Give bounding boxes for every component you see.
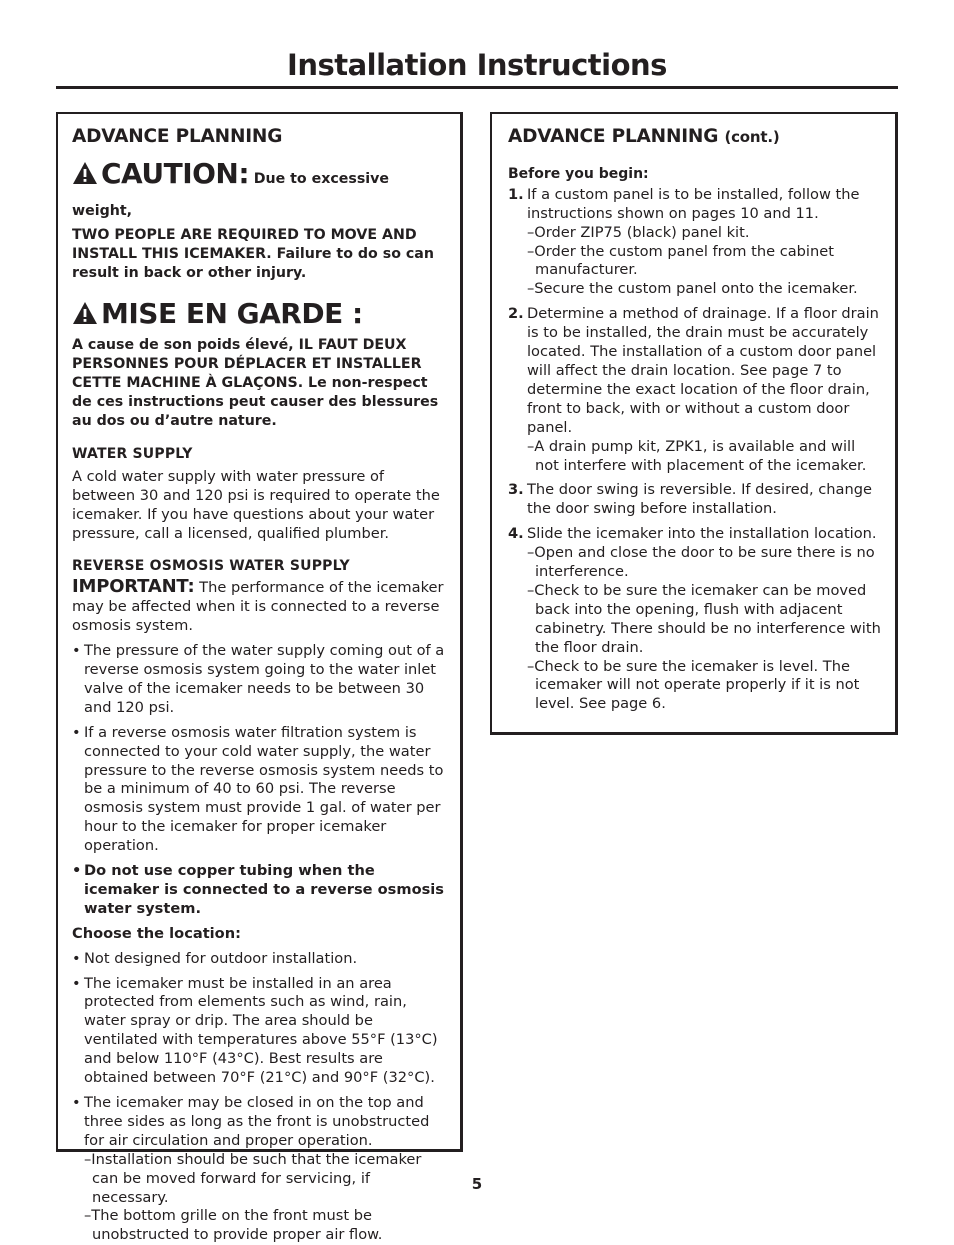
step-item [508, 186, 883, 299]
page-number: 5 [471, 1175, 483, 1193]
step-subnote: –Check to be sure the icemaker can be moved back into the opening, flush with adjacent cabinetry. There should be no interference with the floor drain. [527, 581, 881, 656]
step-subnote: –A drain pump kit, ZPK1, is available and will not interfere with placement of the icemaker. [527, 437, 867, 474]
ro-bullet-list [72, 642, 446, 919]
right-heading [508, 128, 883, 147]
list-item-text: The icemaker may be closed in on the top and three sides as long as the front is unobstructed for air circulation and proper operation. [84, 1094, 430, 1149]
warning-triangle-icon [72, 161, 98, 196]
step-subnote: –Check to be sure the icemaker is level. The icemaker will not operate properly if it is not level. See page 6. [527, 657, 860, 713]
step-subnote: –Open and close the door to be sure there is no interference. [527, 544, 875, 581]
warning-triangle-icon [72, 301, 98, 336]
right-heading-cont: (cont.) [724, 128, 780, 146]
mise-block [72, 296, 446, 431]
list-item: • Not designed for outdoor installation. [72, 950, 446, 969]
step-number: 3. [508, 481, 524, 499]
important-text: The performance of the icemaker may be affected when it is connected to a reverse osmosis system. [72, 579, 444, 635]
important-para [72, 578, 446, 636]
right-panel [490, 112, 898, 735]
caution-label: CAUTION: [101, 156, 250, 190]
step-text: If a custom panel is to be installed, follow the instructions shown on pages 10 and 11. [527, 185, 860, 222]
water-supply-heading: WATER SUPPLY [72, 445, 193, 462]
caution-block [72, 156, 446, 283]
location-bullet-list [72, 950, 446, 1245]
before-you-begin: Before you begin: [508, 165, 649, 182]
list-item [72, 1094, 446, 1245]
list-item-subnote: –Installation should be such that the icemaker can be moved forward for servicing, if necessary. [84, 1150, 422, 1206]
list-item: • If a reverse osmosis water filtration system is connected to your cold water supply, the water pressure to the reverse osmosis system needs to be a minimum of 40 to 60 psi. The reverse osmosis system must provide 1 gal. of water per hour to the icemaker for proper icemaker operation. [72, 724, 446, 856]
left-heading: ADVANCE PLANNING [72, 126, 283, 147]
important-label: IMPORTANT: [72, 576, 195, 598]
caution-text: TWO PEOPLE ARE REQUIRED TO MOVE AND INSTALL THIS ICEMAKER. Failure to do so can result in back or other injury. [72, 226, 434, 281]
title-rule [56, 86, 898, 89]
ro-heading: REVERSE OSMOSIS WATER SUPPLY [72, 558, 350, 575]
water-supply-text: A cold water supply with water pressure of between 30 and 120 psi is required to operate the icemaker. If you have questions about your water pressure, call a licensed, qualified plumber. [72, 467, 440, 542]
location-heading: Choose the location: [72, 924, 241, 942]
list-item: • The pressure of the water supply coming out of a reverse osmosis system going to the water inlet valve of the icemaker needs to be between 30 and 120 psi. [72, 642, 446, 718]
list-item: • Do not use copper tubing when the icemaker is connected to a reverse osmosis water system. [72, 862, 446, 919]
mise-text: A cause de son poids élevé, IL FAUT DEUX PERSONNES POUR DÉPLACER ET INSTALLER CETTE MACHINE À GLAÇONS. Le non-respect de ces instructions peut causer des blessures au dos ou d’autre nature. [72, 336, 439, 429]
step-text: Slide the icemaker into the installation location. [527, 525, 877, 543]
step-text: Determine a method of drainage. If a floor drain is to be installed, the drain must be accurately located. The installation of a custom door panel will affect the drain location. See page 7 to determine the exact location of the floor drain, front to back, with or without a custom door panel. [527, 305, 879, 436]
list-item-subnote: –The bottom grille on the front must be unobstructed to provide proper air flow. [84, 1207, 383, 1244]
left-panel [56, 112, 463, 1244]
step-subnote: –Secure the custom panel onto the icemaker. [527, 280, 858, 298]
step-subnote: –Order ZIP75 (black) panel kit. [527, 223, 750, 241]
steps-list [508, 186, 883, 714]
mise-label: MISE EN GARDE : [101, 296, 363, 330]
list-item: • The icemaker must be installed in an area protected from elements such as wind, rain, water spray or drip. The area should be ventilated with temperatures above 55°F (13°C) and below 110°F (43°C). Best results are obtained between 70°F (21°C) and 90°F (32°C). [72, 975, 446, 1088]
step-item [508, 525, 883, 714]
step-subnote: –Order the custom panel from the cabinet manufacturer. [527, 242, 834, 279]
step-text: The door swing is reversible. If desired, change the door swing before installation. [527, 481, 872, 518]
step-number: 4. [508, 525, 524, 543]
caution-inline: Due to excessive weight, [72, 170, 390, 219]
step-number: 2. [508, 305, 524, 323]
page-title: Installation Instructions [287, 48, 667, 82]
right-heading-text: ADVANCE PLANNING [508, 126, 719, 147]
step-item [508, 481, 883, 519]
step-item [508, 305, 883, 475]
step-number: 1. [508, 185, 524, 203]
